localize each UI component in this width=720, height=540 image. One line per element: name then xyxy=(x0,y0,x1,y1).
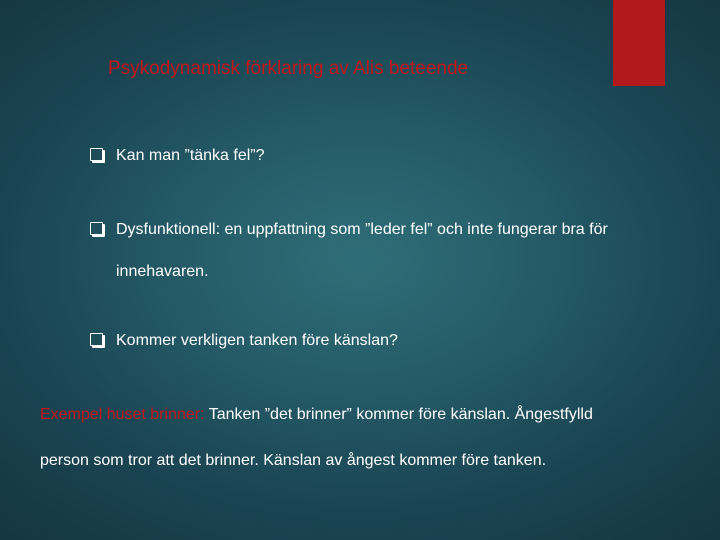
bullet-text: Kan man ”tänka fel”? xyxy=(116,147,265,164)
accent-bar xyxy=(613,0,665,86)
example-paragraph-line-2: person som tror att det brinner. Känslan av ångest kommer före tanken. xyxy=(40,452,547,469)
example-label: Exempel huset brinner: xyxy=(40,406,205,423)
checkbox-square-icon xyxy=(90,148,103,161)
bullet-text: Kommer verkligen tanken före känslan? xyxy=(116,332,398,349)
checkbox-square-icon xyxy=(90,222,103,235)
bullet-continuation: innehavaren. xyxy=(116,263,209,280)
slide-title: Psykodynamisk förklaring av Alis beteende xyxy=(108,58,469,79)
example-text: Tanken ”det brinner” kommer före känslan. Ångestfylld xyxy=(204,406,593,423)
bullet-text: Dysfunktionell: en uppfattning som ”leder fel” och inte fungerar bra för xyxy=(116,221,608,238)
bullet-item-1 xyxy=(90,145,265,167)
bullet-item-3 xyxy=(90,330,398,352)
bullet-item-2 xyxy=(90,219,608,241)
example-paragraph-line-1 xyxy=(40,404,593,426)
checkbox-square-icon xyxy=(90,333,103,346)
